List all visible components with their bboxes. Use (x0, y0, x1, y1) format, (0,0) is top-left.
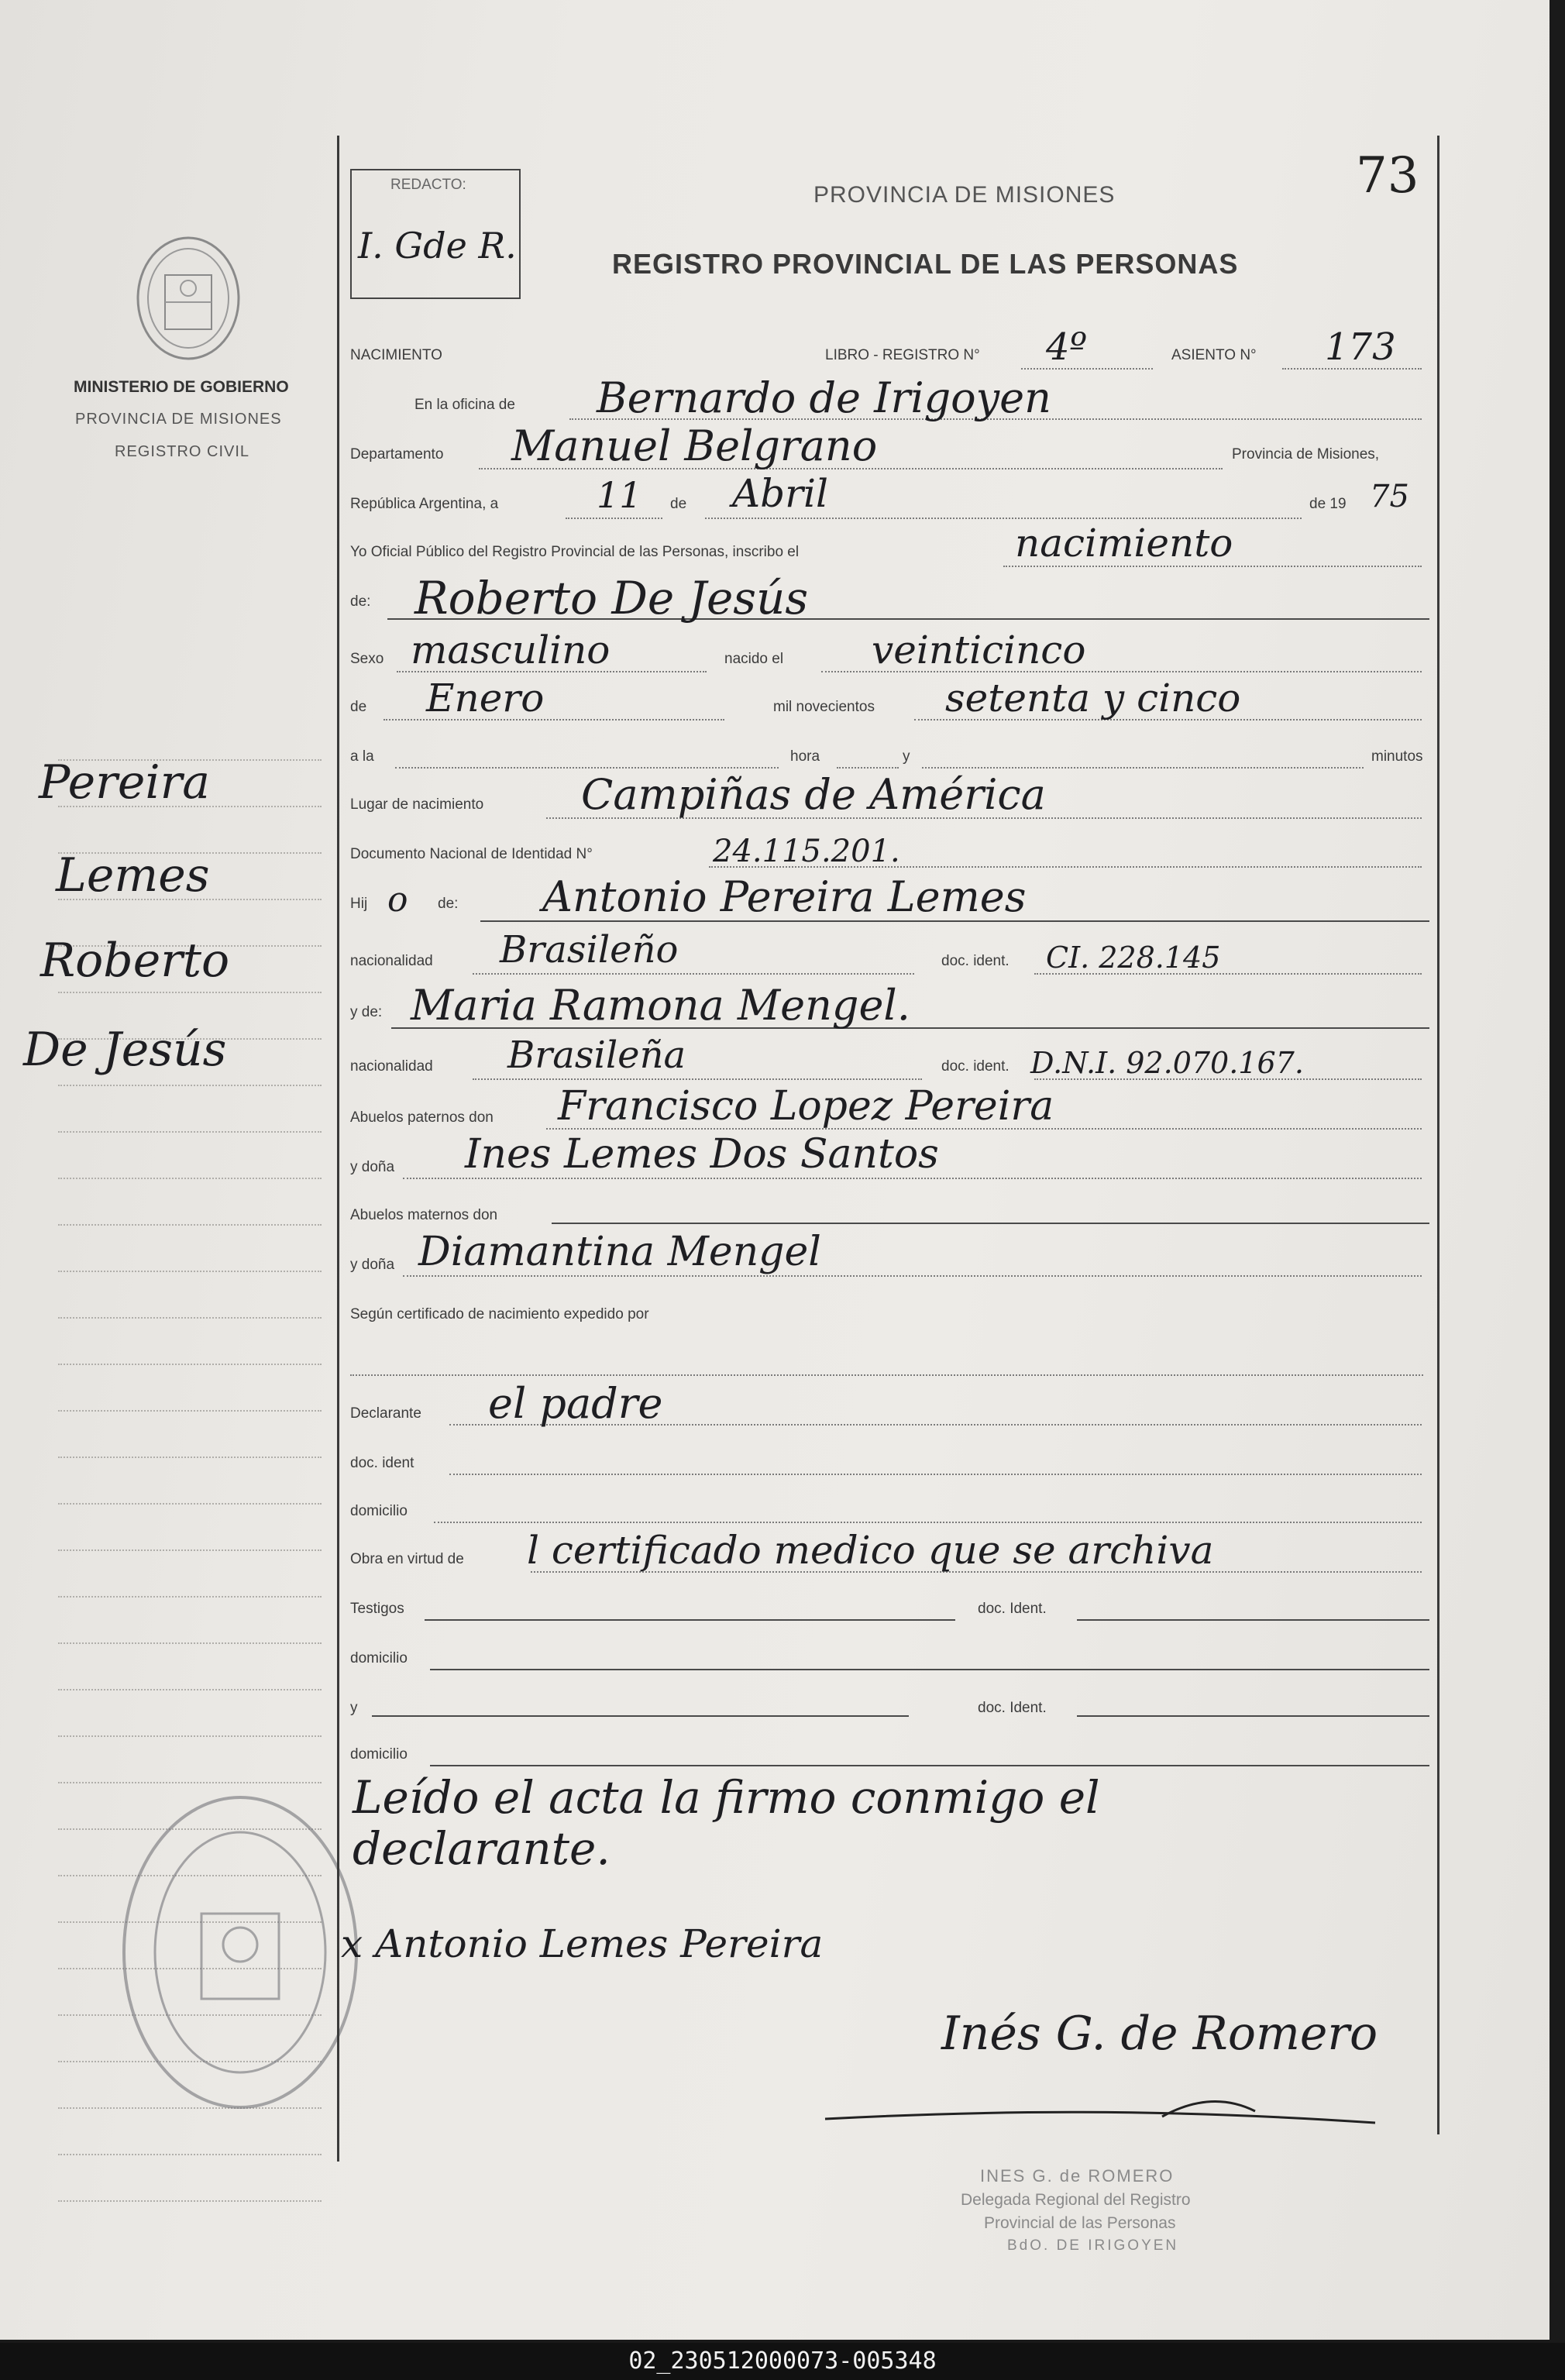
nac2-label: nacionalidad (350, 1058, 433, 1075)
redacto-box (350, 169, 521, 299)
hijo-label: Hij (350, 896, 368, 912)
year-value: 75 (1370, 479, 1409, 514)
oficina-value: Bernardo de Irigoyen (597, 373, 1051, 422)
domicilio-label: domicilio (350, 1503, 408, 1519)
month-value: Abril (732, 471, 828, 516)
libro-label: LIBRO - REGISTRO N° (825, 347, 980, 363)
ap-dona-label: y doña (350, 1159, 395, 1175)
doc2-label: doc. ident. (941, 1058, 1010, 1075)
yde-label: y de: (350, 1004, 383, 1020)
nacido-label: nacido el (724, 651, 784, 667)
redacto-value: I. Gde R. (358, 225, 517, 267)
de2-label: de: (350, 593, 371, 610)
nacido-value: veinticinco (872, 628, 1086, 672)
anio-value: setenta y cinco (945, 676, 1241, 721)
docident-label: doc. ident (350, 1455, 414, 1471)
obra-label: Obra en virtud de (350, 1551, 464, 1567)
margin-name-3: Roberto (40, 934, 230, 988)
ap-dona-value: Ines Lemes Dos Santos (465, 1131, 939, 1178)
declarant-signature: x Antonio Lemes Pereira (341, 1921, 824, 1966)
asiento-value: 173 (1325, 325, 1396, 369)
stamp-line-4: BdO. DE IRIGOYEN (1007, 2237, 1179, 2254)
form-right-border (1437, 136, 1439, 2134)
nac1-value: Brasileño (500, 928, 679, 972)
ap-don-label: Abuelos paternos don (350, 1109, 494, 1126)
closing-line-2: declarante. (353, 1822, 611, 1875)
hijo-suffix: o (387, 880, 408, 920)
margin-name-1: Pereira (39, 755, 211, 810)
y2-label: y (350, 1700, 358, 1716)
ministry-line-3: REGISTRO CIVIL (115, 443, 250, 460)
asiento-label: ASIENTO N° (1171, 347, 1257, 363)
closing-line-1: Leído el acta la firmo conmigo el (353, 1771, 1100, 1824)
oficial-value: nacimiento (1015, 521, 1233, 566)
form-left-border (337, 136, 339, 2162)
minutos-label: minutos (1371, 748, 1423, 765)
departamento-label: Departamento (350, 446, 444, 463)
year-label: de 19 (1309, 496, 1347, 512)
signature-underline (821, 2084, 1379, 2131)
oficina-label: En la oficina de (414, 397, 515, 413)
de-label: de (670, 496, 687, 512)
stamp-line-3: Provincial de las Personas (984, 2214, 1176, 2232)
libro-value: 4º (1046, 325, 1088, 369)
image-caption: 02_230512000073-005348 (0, 2343, 1565, 2380)
doc1-value: CI. 228.145 (1046, 941, 1221, 975)
registry-heading: REGISTRO PROVINCIAL DE LAS PERSONAS (612, 248, 1239, 280)
mes-value: Enero (426, 676, 545, 721)
doc-ident3-label: doc. Ident. (978, 1601, 1047, 1617)
am-don-label: Abuelos maternos don (350, 1207, 498, 1223)
republica-label: República Argentina, a (350, 496, 499, 512)
registry-round-stamp (116, 1790, 364, 2115)
ap-don-value: Francisco Lopez Pereira (558, 1083, 1054, 1130)
dni-value: 24.115.201. (713, 834, 900, 869)
nacimiento-label: NACIMIENTO (350, 347, 442, 363)
margin-name-2: Lemes (56, 848, 210, 903)
margin-name-4: De Jesús (23, 1023, 227, 1077)
doc1-label: doc. ident. (941, 953, 1010, 969)
mil-label: mil novecientos (773, 699, 875, 715)
obra-value: l certificado medico que se archiva (527, 1528, 1214, 1573)
padre-value: Antonio Pereira Lemes (542, 872, 1027, 921)
y-label: y (903, 748, 910, 765)
page-number: 73 (1356, 147, 1419, 205)
nac1-label: nacionalidad (350, 953, 433, 969)
stamp-line-2: Delegada Regional del Registro (961, 2191, 1191, 2209)
testigos-label: Testigos (350, 1601, 404, 1617)
de3-label: de (350, 699, 367, 715)
departamento-value: Manuel Belgrano (511, 421, 878, 470)
lugar-value: Campiñas de América (581, 770, 1046, 819)
declarante-label: Declarante (350, 1405, 421, 1422)
domicilio2-label: domicilio (350, 1650, 408, 1666)
sexo-label: Sexo (350, 651, 384, 667)
name-value: Roberto De Jesús (414, 572, 809, 624)
ala-label: a la (350, 748, 374, 765)
de4-label: de: (438, 896, 459, 912)
ministry-seal-icon (130, 232, 246, 364)
doc-ident4-label: doc. Ident. (978, 1700, 1047, 1716)
day-value: 11 (597, 474, 642, 516)
province-heading: PROVINCIA DE MISIONES (813, 182, 1116, 208)
sexo-value: masculino (411, 628, 611, 672)
madre-value: Maria Ramona Mengel. (411, 981, 910, 1030)
am-dona-label: y doña (350, 1257, 395, 1273)
domicilio3-label: domicilio (350, 1746, 408, 1763)
ministry-line-2: PROVINCIA DE MISIONES (75, 411, 282, 428)
lugar-label: Lugar de nacimiento (350, 796, 484, 813)
provincia-label: Provincia de Misiones, (1232, 446, 1380, 463)
oficial-label: Yo Oficial Público del Registro Provincial de las Personas, inscribo el (350, 544, 800, 560)
ministry-line-1: MINISTERIO DE GOBIERNO (74, 378, 289, 396)
stamp-line-1: INES G. de ROMERO (980, 2166, 1175, 2186)
hora-label: hora (790, 748, 820, 765)
redacto-label: REDACTO: (390, 177, 466, 193)
doc2-value: D.N.I. 92.070.167. (1030, 1046, 1304, 1080)
am-dona-value: Diamantina Mengel (418, 1229, 821, 1275)
dni-label: Documento Nacional de Identidad N° (350, 846, 593, 862)
nac2-value: Brasileña (507, 1034, 686, 1077)
official-signature: Inés G. de Romero (941, 2007, 1378, 2061)
segun-label: Según certificado de nacimiento expedido por (350, 1306, 649, 1322)
declarante-value: el padre (488, 1379, 663, 1428)
